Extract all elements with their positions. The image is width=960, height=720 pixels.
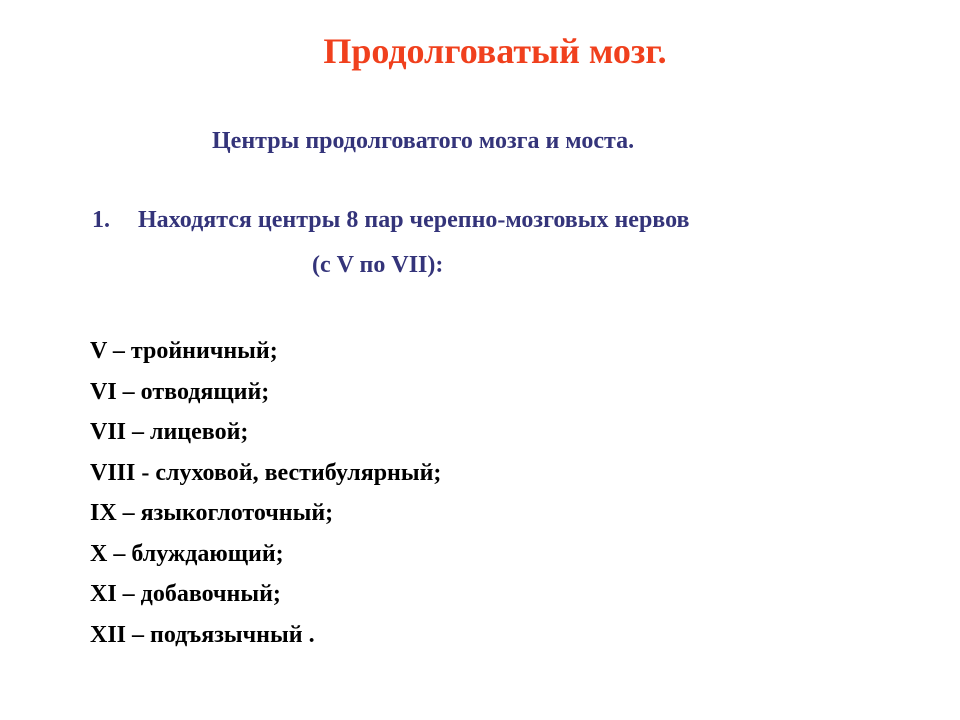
slide-subtitle: Центры продолговатого мозга и моста. [212, 128, 635, 154]
point-text: Находятся центры 8 пар черепно-мозговых нервов [138, 207, 690, 233]
nerve-item-ix: IX – языкоглоточный; [90, 500, 334, 526]
nerve-item-v: V – тройничный; [90, 338, 278, 364]
nerve-item-xi: XI – добавочный; [90, 581, 281, 607]
nerve-list [90, 331, 441, 655]
nerve-item-viii: VIII - слуховой, вестибулярный; [90, 459, 442, 486]
nerve-item-x: X – блуждающий; [90, 540, 284, 567]
point-continuation: (с V по VII): [312, 252, 444, 278]
nerve-item-vii: VII – лицевой; [90, 419, 249, 445]
nerve-item-vi: VI – отводящий; [90, 378, 270, 405]
nerve-item-xii: XII – подъязычный . [90, 621, 315, 648]
point-number: 1. [92, 207, 110, 233]
slide-title: Продолговатый мозг. [323, 31, 667, 71]
numbered-point [92, 207, 689, 234]
